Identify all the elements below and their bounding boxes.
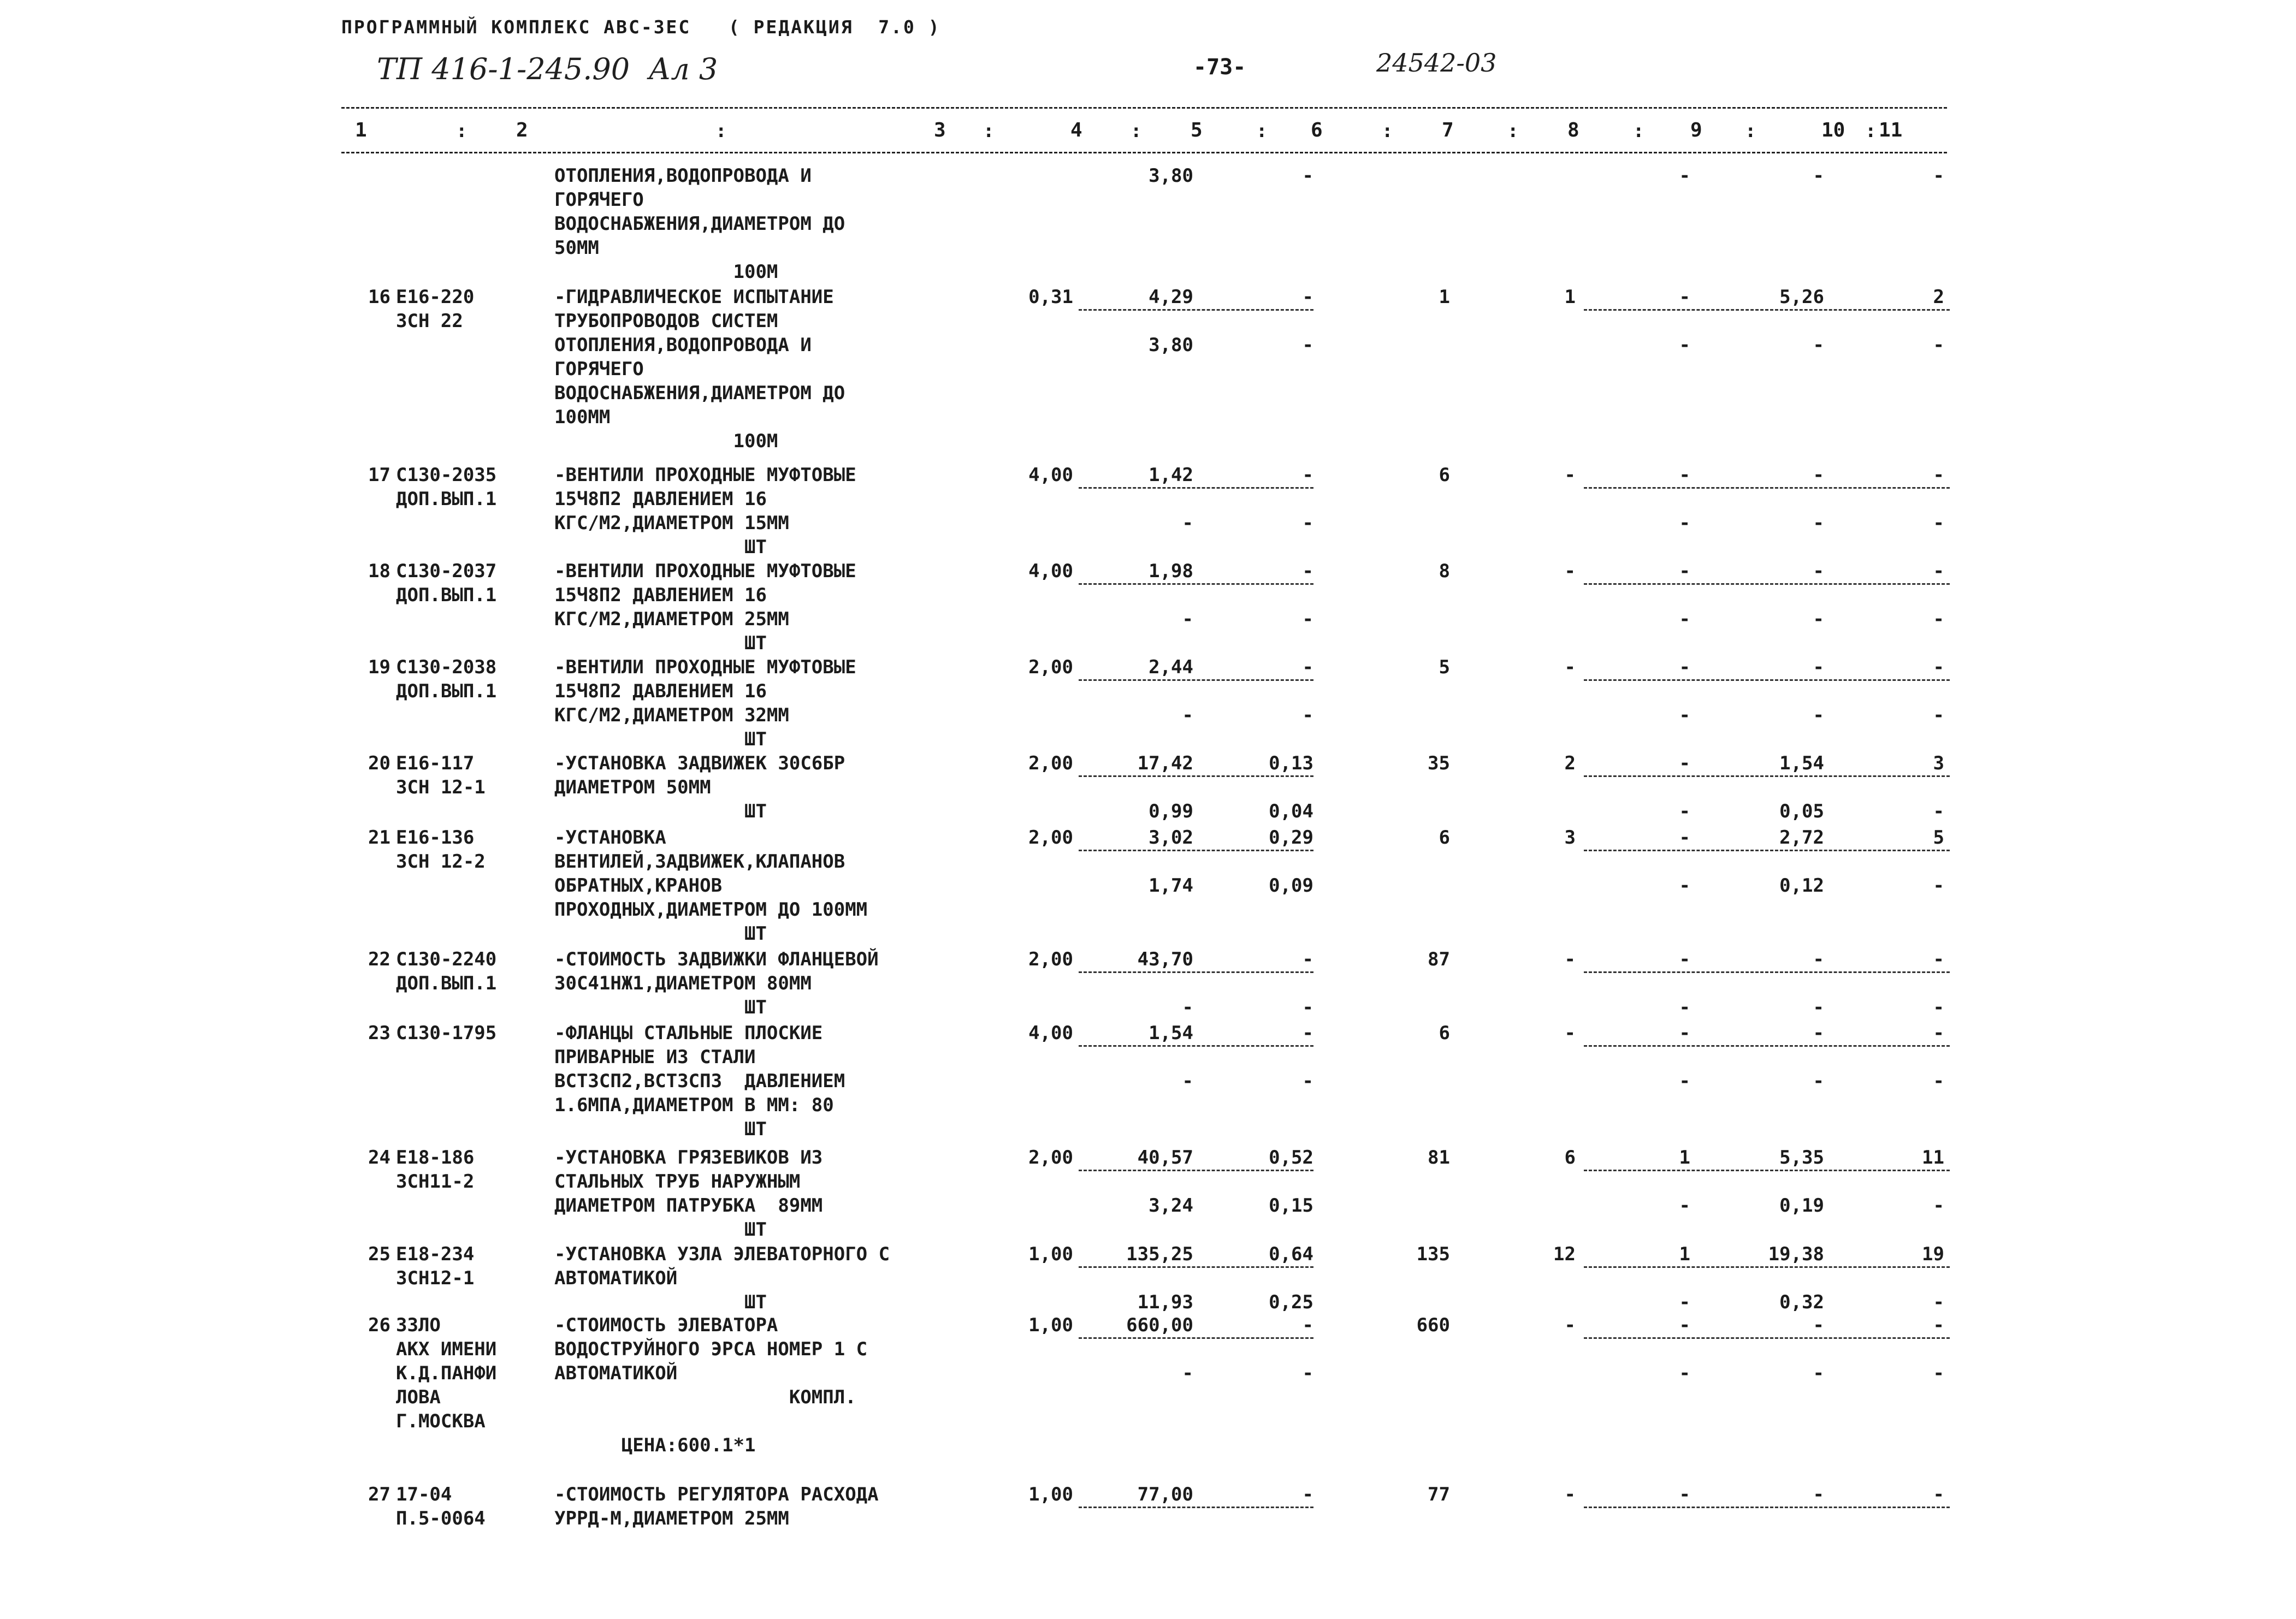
subvalue-col11: -	[1933, 875, 1944, 897]
description-line: 15Ч8П2 ДАВЛЕНИЕМ 16	[554, 488, 767, 510]
subtotal-rule	[1584, 850, 1950, 851]
column-number: 2	[516, 119, 528, 141]
row-number: 23	[368, 1022, 390, 1044]
value-c6: -	[1302, 656, 1313, 678]
subvalue-col10: -	[1813, 608, 1824, 630]
column-separator: :	[456, 120, 468, 142]
value-c8: 1	[1564, 286, 1576, 308]
subvalue-col11: -	[1933, 1291, 1944, 1313]
value-c5: 135,25	[1126, 1243, 1193, 1265]
column-number: 9	[1690, 119, 1702, 141]
value-c7: 5	[1439, 656, 1450, 678]
value-c5: 40,57	[1137, 1147, 1193, 1169]
subvalue-col6: 0,09	[1269, 875, 1313, 897]
column-number: 1	[355, 119, 367, 141]
description-line: -ВЕНТИЛИ ПРОХОДНЫЕ МУФТОВЫЕ	[554, 464, 856, 486]
description-line: СТАЛЬНЫХ ТРУБ НАРУЖНЫМ	[554, 1171, 801, 1193]
value-c10: -	[1813, 1314, 1824, 1336]
norm-code: 3СН 12-1	[396, 776, 486, 798]
subtotal-rule	[1079, 1266, 1313, 1268]
subvalue-col10: 0,32	[1779, 1291, 1824, 1313]
description-line: -ВЕНТИЛИ ПРОХОДНЫЕ МУФТОВЫЕ	[554, 656, 856, 678]
norm-code: 17-04	[396, 1484, 452, 1505]
value-c6: -	[1302, 1484, 1313, 1505]
description-line: ПРИВАРНЫЕ ИЗ СТАЛИ	[554, 1046, 756, 1068]
subvalue-col5: -	[1182, 608, 1193, 630]
description-line: ШТ	[554, 728, 767, 750]
value-c10: 19,38	[1768, 1243, 1824, 1265]
description-line: ГОРЯЧЕГО	[554, 189, 644, 211]
row-number: 20	[368, 752, 390, 774]
value-col9: -	[1679, 165, 1690, 187]
subtotal-rule	[1079, 1507, 1313, 1508]
value-c6: -	[1302, 560, 1313, 582]
value-c11: -	[1933, 656, 1944, 678]
column-separator: :	[1507, 120, 1519, 142]
value-c7: 1	[1439, 286, 1450, 308]
subvalue-col10: -	[1813, 1070, 1824, 1092]
value-c4: 2,00	[1028, 752, 1073, 774]
value-c4: 2,00	[1028, 827, 1073, 849]
column-number: 3	[934, 119, 946, 141]
value-c4: 4,00	[1028, 1022, 1073, 1044]
value-c6: 0,64	[1269, 1243, 1313, 1265]
value-c5: 1,54	[1149, 1022, 1193, 1044]
value-c10: 5,26	[1779, 286, 1824, 308]
subvalue-col6: 0,04	[1269, 800, 1313, 822]
value-c11: -	[1933, 1314, 1944, 1336]
description-line: КОМПЛ.	[554, 1386, 856, 1408]
value-c8: -	[1564, 464, 1576, 486]
subtotal-rule	[1584, 583, 1950, 585]
subvalue-col6: -	[1302, 1070, 1313, 1092]
row-number: 19	[368, 656, 390, 678]
value-c4: 2,00	[1028, 656, 1073, 678]
norm-code: ЛОВА	[396, 1386, 441, 1408]
subvalue-col11: -	[1933, 334, 1944, 356]
description-line: -УСТАНОВКА ЗАДВИЖЕК 30С6БР	[554, 752, 845, 774]
value-c8: -	[1564, 1022, 1576, 1044]
subvalue-col5: 0,99	[1149, 800, 1193, 822]
description-line: 100М	[554, 430, 778, 452]
subvalue-col11: -	[1933, 608, 1944, 630]
value-c11: -	[1933, 1022, 1944, 1044]
description-line: ЦЕНА:600.1*1	[554, 1434, 756, 1456]
subvalue-col10: -	[1813, 512, 1824, 534]
description-line: АВТОМАТИКОЙ	[554, 1267, 678, 1289]
value-c10: -	[1813, 948, 1824, 970]
description-line: ШТ	[554, 923, 767, 945]
subvalue-col5: 3,80	[1149, 334, 1193, 356]
subtotal-rule	[1584, 1507, 1950, 1508]
norm-code: 3СН11-2	[396, 1171, 475, 1193]
value-c7: 77	[1428, 1484, 1450, 1505]
value-c4: 4,00	[1028, 464, 1073, 486]
column-number: 5	[1191, 119, 1203, 141]
norm-code: Г.МОСКВА	[396, 1410, 486, 1432]
value-c9: -	[1679, 656, 1690, 678]
description-line: -ФЛАНЦЫ СТАЛЬНЫЕ ПЛОСКИЕ	[554, 1022, 823, 1044]
value-col11: -	[1933, 165, 1944, 187]
subtotal-rule	[1584, 309, 1950, 311]
column-separator: :	[1865, 120, 1877, 142]
column-number: 4	[1070, 119, 1082, 141]
subtotal-rule	[1079, 775, 1313, 777]
column-number: 8	[1567, 119, 1579, 141]
subvalue-col5: 11,93	[1137, 1291, 1193, 1313]
value-c10: 5,35	[1779, 1147, 1824, 1169]
norm-code: Е18-234	[396, 1243, 475, 1265]
description-line: -УСТАНОВКА ГРЯЗЕВИКОВ ИЗ	[554, 1147, 823, 1169]
subvalue-col10: -	[1813, 997, 1824, 1018]
value-c9: -	[1679, 827, 1690, 849]
value-c5: 17,42	[1137, 752, 1193, 774]
row-number: 26	[368, 1314, 390, 1336]
value-c9: -	[1679, 464, 1690, 486]
value-c11: 3	[1933, 752, 1944, 774]
value-c6: -	[1302, 948, 1313, 970]
description-line: ОТОПЛЕНИЯ,ВОДОПРОВОДА И	[554, 334, 812, 356]
row-number: 17	[368, 464, 390, 486]
value-c9: -	[1679, 286, 1690, 308]
value-c9: -	[1679, 752, 1690, 774]
column-separator: :	[1256, 120, 1268, 142]
column-separator: :	[1382, 120, 1393, 142]
description-line: -СТОИМОСТЬ ЗАДВИЖКИ ФЛАНЦЕВОЙ	[554, 948, 879, 970]
subtotal-rule	[1079, 679, 1313, 681]
subvalue-col5: -	[1182, 1070, 1193, 1092]
value-c9: -	[1679, 948, 1690, 970]
norm-code: 3СН 12-2	[396, 851, 486, 873]
description-line: ГОРЯЧЕГО	[554, 358, 644, 380]
column-number: 10	[1821, 119, 1845, 141]
project-number: ТП 416-1-245.90 Ал 3	[377, 52, 718, 86]
subvalue-col6: -	[1302, 997, 1313, 1018]
subtotal-rule	[1079, 1045, 1313, 1047]
norm-code: 3СН 22	[396, 310, 463, 332]
value-col6: -	[1302, 165, 1313, 187]
description-line: ШТ	[554, 536, 767, 558]
description-line: ВОДОСНАБЖЕНИЯ,ДИАМЕТРОМ ДО	[554, 213, 845, 235]
value-c8: -	[1564, 1314, 1576, 1336]
norm-code: Е16-117	[396, 752, 475, 774]
description-line: КГС/М2,ДИАМЕТРОМ 32ММ	[554, 704, 789, 726]
subvalue-col6: -	[1302, 1362, 1313, 1384]
description-line: ШТ	[554, 997, 767, 1018]
value-c4: 1,00	[1028, 1314, 1073, 1336]
value-c10: 1,54	[1779, 752, 1824, 774]
subvalue-col5: -	[1182, 704, 1193, 726]
column-separator: :	[715, 120, 727, 142]
value-c6: -	[1302, 1314, 1313, 1336]
subvalue-col10: 0,19	[1779, 1195, 1824, 1217]
column-number: 7	[1442, 119, 1454, 141]
value-c7: 6	[1439, 464, 1450, 486]
value-c7: 135	[1416, 1243, 1450, 1265]
subvalue-col9: -	[1679, 1362, 1690, 1384]
description-line: ОБРАТНЫХ,КРАНОВ	[554, 875, 723, 897]
value-c6: 0,52	[1269, 1147, 1313, 1169]
value-c11: -	[1933, 560, 1944, 582]
subtotal-rule	[1079, 850, 1313, 851]
description-line: -УСТАНОВКА	[554, 827, 666, 849]
value-c11: 19	[1922, 1243, 1944, 1265]
value-c11: -	[1933, 464, 1944, 486]
subvalue-col11: -	[1933, 1195, 1944, 1217]
norm-code: ДОП.ВЫП.1	[396, 972, 497, 994]
value-c10: -	[1813, 656, 1824, 678]
subvalue-col5: -	[1182, 512, 1193, 534]
value-c8: 2	[1564, 752, 1576, 774]
description-line: ВЕНТИЛЕЙ,ЗАДВИЖЕК,КЛАПАНОВ	[554, 851, 845, 873]
column-separator: :	[1633, 120, 1644, 142]
value-c5: 43,70	[1137, 948, 1193, 970]
value-c8: -	[1564, 948, 1576, 970]
subtotal-rule	[1079, 583, 1313, 585]
description-line: 100ММ	[554, 406, 611, 428]
value-c7: 6	[1439, 1022, 1450, 1044]
description-line: КГС/М2,ДИАМЕТРОМ 25ММ	[554, 608, 789, 630]
subtotal-rule	[1079, 1170, 1313, 1171]
value-c5: 660,00	[1126, 1314, 1193, 1336]
value-c5: 1,98	[1149, 560, 1193, 582]
description-line: 30С41НЖ1,ДИАМЕТРОМ 80ММ	[554, 972, 812, 994]
value-c5: 3,02	[1149, 827, 1193, 849]
value-c6: 0,29	[1269, 827, 1313, 849]
subvalue-col6: -	[1302, 334, 1313, 356]
norm-code: 3СН12-1	[396, 1267, 475, 1289]
subvalue-col9: -	[1679, 704, 1690, 726]
subvalue-col6: 0,25	[1269, 1291, 1313, 1313]
description-line: ПРОХОДНЫХ,ДИАМЕТРОМ ДО 100ММ	[554, 899, 868, 921]
value-c5: 4,29	[1149, 286, 1193, 308]
description-line: 50ММ	[554, 237, 599, 259]
value-c10: -	[1813, 560, 1824, 582]
description-line: УРРД-М,ДИАМЕТРОМ 25ММ	[554, 1508, 789, 1529]
description-line: ВОДОСНАБЖЕНИЯ,ДИАМЕТРОМ ДО	[554, 382, 845, 404]
subvalue-col11: -	[1933, 800, 1944, 822]
value-c4: 2,00	[1028, 948, 1073, 970]
row-number: 22	[368, 948, 390, 970]
subvalue-col6: -	[1302, 704, 1313, 726]
description-line: ДИАМЕТРОМ ПАТРУБКА 89ММ	[554, 1195, 823, 1217]
value-c7: 81	[1428, 1147, 1450, 1169]
subvalue-col5: 3,24	[1149, 1195, 1193, 1217]
value-c9: 1	[1679, 1147, 1690, 1169]
subvalue-col10: 0,12	[1779, 875, 1824, 897]
column-number: 11	[1879, 119, 1903, 141]
description-line: ШТ	[554, 632, 767, 654]
norm-code: Е16-220	[396, 286, 475, 308]
description-line: ШТ	[554, 1219, 767, 1241]
norm-code: ДОП.ВЫП.1	[396, 680, 497, 702]
value-c10: 2,72	[1779, 827, 1824, 849]
value-c6: -	[1302, 464, 1313, 486]
value-c5: 77,00	[1137, 1484, 1193, 1505]
subvalue-col9: -	[1679, 512, 1690, 534]
subvalue-col9: -	[1679, 997, 1690, 1018]
description-line: 1.6МПА,ДИАМЕТРОМ В ММ: 80	[554, 1094, 834, 1116]
value-c9: -	[1679, 1484, 1690, 1505]
subtotal-rule	[1584, 1337, 1950, 1339]
description-line: ДИАМЕТРОМ 50ММ	[554, 776, 711, 798]
subvalue-col10: -	[1813, 1362, 1824, 1384]
subtotal-rule	[1079, 309, 1313, 311]
value-c4: 1,00	[1028, 1243, 1073, 1265]
description-line: ТРУБОПРОВОДОВ СИСТЕМ	[554, 310, 778, 332]
value-c9: -	[1679, 560, 1690, 582]
description-line: -ВЕНТИЛИ ПРОХОДНЫЕ МУФТОВЫЕ	[554, 560, 856, 582]
subvalue-col9: -	[1679, 608, 1690, 630]
row-number: 27	[368, 1484, 390, 1505]
description-line: -СТОИМОСТЬ РЕГУЛЯТОРА РАСХОДА	[554, 1484, 879, 1505]
description-line: 100М	[554, 261, 778, 283]
norm-code: П.5-0064	[396, 1508, 486, 1529]
value-c4: 1,00	[1028, 1484, 1073, 1505]
value-c8: 6	[1564, 1147, 1576, 1169]
value-c8: 12	[1553, 1243, 1576, 1265]
value-col5: 3,80	[1149, 165, 1193, 187]
row-number: 16	[368, 286, 390, 308]
subtotal-rule	[1584, 1170, 1950, 1171]
norm-code: Е18-186	[396, 1147, 475, 1169]
value-c8: 3	[1564, 827, 1576, 849]
column-separator: :	[1131, 120, 1142, 142]
norm-code: С130-2037	[396, 560, 497, 582]
subvalue-col9: -	[1679, 1070, 1690, 1092]
value-c10: -	[1813, 1022, 1824, 1044]
norm-code: ДОП.ВЫП.1	[396, 584, 497, 606]
norm-code: Е16-136	[396, 827, 475, 849]
subvalue-col9: -	[1679, 875, 1690, 897]
description-line: 15Ч8П2 ДАВЛЕНИЕМ 16	[554, 584, 767, 606]
subvalue-col11: -	[1933, 704, 1944, 726]
norm-code: С130-2035	[396, 464, 497, 486]
description-line: -СТОИМОСТЬ ЭЛЕВАТОРА	[554, 1314, 778, 1336]
subtotal-rule	[1584, 487, 1950, 489]
value-c11: 2	[1933, 286, 1944, 308]
description-line: 15Ч8П2 ДАВЛЕНИЕМ 16	[554, 680, 767, 702]
subtotal-rule	[1079, 971, 1313, 973]
subvalue-col6: -	[1302, 512, 1313, 534]
value-c6: -	[1302, 286, 1313, 308]
value-c10: -	[1813, 464, 1824, 486]
norm-code: К.Д.ПАНФИ	[396, 1362, 497, 1384]
subvalue-col10: 0,05	[1779, 800, 1824, 822]
norm-code: ДОП.ВЫП.1	[396, 488, 497, 510]
norm-code: С130-2038	[396, 656, 497, 678]
subtotal-rule	[1584, 1266, 1950, 1268]
subvalue-col10: -	[1813, 704, 1824, 726]
subvalue-col10: -	[1813, 334, 1824, 356]
value-c5: 1,42	[1149, 464, 1193, 486]
value-c5: 2,44	[1149, 656, 1193, 678]
value-c9: -	[1679, 1022, 1690, 1044]
norm-code: С130-1795	[396, 1022, 497, 1044]
column-number: 6	[1311, 119, 1323, 141]
row-number: 18	[368, 560, 390, 582]
value-c10: -	[1813, 1484, 1824, 1505]
page-number: -73-	[1193, 55, 1246, 80]
subvalue-col9: -	[1679, 334, 1690, 356]
value-c9: -	[1679, 1314, 1690, 1336]
value-c7: 8	[1439, 560, 1450, 582]
subvalue-col11: -	[1933, 1070, 1944, 1092]
norm-code: АКХ ИМЕНИ	[396, 1338, 497, 1360]
subvalue-col9: -	[1679, 1195, 1690, 1217]
subtotal-rule	[1584, 971, 1950, 973]
description-line: -ГИДРАВЛИЧЕСКОЕ ИСПЫТАНИЕ	[554, 286, 834, 308]
description-line: ШТ	[554, 1291, 767, 1313]
subvalue-col5: -	[1182, 1362, 1193, 1384]
value-c11: 5	[1933, 827, 1944, 849]
description-line: -УСТАНОВКА УЗЛА ЭЛЕВАТОРНОГО С	[554, 1243, 890, 1265]
value-c8: -	[1564, 560, 1576, 582]
value-c8: -	[1564, 1484, 1576, 1505]
value-c7: 660	[1416, 1314, 1450, 1336]
document-code: 24542-03	[1376, 48, 1497, 78]
norm-code: 33ЛО	[396, 1314, 441, 1336]
subvalue-col5: 1,74	[1149, 875, 1193, 897]
program-header: ПРОГРАММНЫЙ КОМПЛЕКС АВС-3ЕС ( РЕДАКЦИЯ 7.0 )	[341, 16, 941, 38]
row-number: 25	[368, 1243, 390, 1265]
description-line: ОТОПЛЕНИЯ,ВОДОПРОВОДА И	[554, 165, 812, 187]
value-c7: 35	[1428, 752, 1450, 774]
column-separator: :	[1745, 120, 1756, 142]
value-c11: 11	[1922, 1147, 1944, 1169]
header-rule	[341, 152, 1947, 153]
subtotal-rule	[1584, 1045, 1950, 1047]
value-c7: 87	[1428, 948, 1450, 970]
row-number: 21	[368, 827, 390, 849]
column-separator: :	[983, 120, 995, 142]
value-col10: -	[1813, 165, 1824, 187]
value-c7: 6	[1439, 827, 1450, 849]
subtotal-rule	[1584, 679, 1950, 681]
subvalue-col5: -	[1182, 997, 1193, 1018]
subvalue-col9: -	[1679, 800, 1690, 822]
description-line: ШТ	[554, 800, 767, 822]
subvalue-col6: 0,15	[1269, 1195, 1313, 1217]
description-line: АВТОМАТИКОЙ	[554, 1362, 678, 1384]
value-c4: 4,00	[1028, 560, 1073, 582]
value-c8: -	[1564, 656, 1576, 678]
value-c4: 0,31	[1028, 286, 1073, 308]
description-line: ШТ	[554, 1118, 767, 1140]
subvalue-col11: -	[1933, 1362, 1944, 1384]
subtotal-rule	[1584, 775, 1950, 777]
value-c11: -	[1933, 1484, 1944, 1505]
norm-code: С130-2240	[396, 948, 497, 970]
value-c9: 1	[1679, 1243, 1690, 1265]
subvalue-col9: -	[1679, 1291, 1690, 1313]
top-rule	[341, 107, 1947, 109]
value-c4: 2,00	[1028, 1147, 1073, 1169]
value-c6: -	[1302, 1022, 1313, 1044]
value-c6: 0,13	[1269, 752, 1313, 774]
subvalue-col11: -	[1933, 512, 1944, 534]
subvalue-col6: -	[1302, 608, 1313, 630]
description-line: КГС/М2,ДИАМЕТРОМ 15ММ	[554, 512, 789, 534]
subtotal-rule	[1079, 487, 1313, 489]
description-line: ВОДОСТРУЙНОГО ЭРСА НОМЕР 1 С	[554, 1338, 868, 1360]
value-c11: -	[1933, 948, 1944, 970]
subtotal-rule	[1079, 1337, 1313, 1339]
row-number: 24	[368, 1147, 390, 1169]
description-line: ВСТ3СП2,ВСТ3СП3 ДАВЛЕНИЕМ	[554, 1070, 845, 1092]
subvalue-col11: -	[1933, 997, 1944, 1018]
